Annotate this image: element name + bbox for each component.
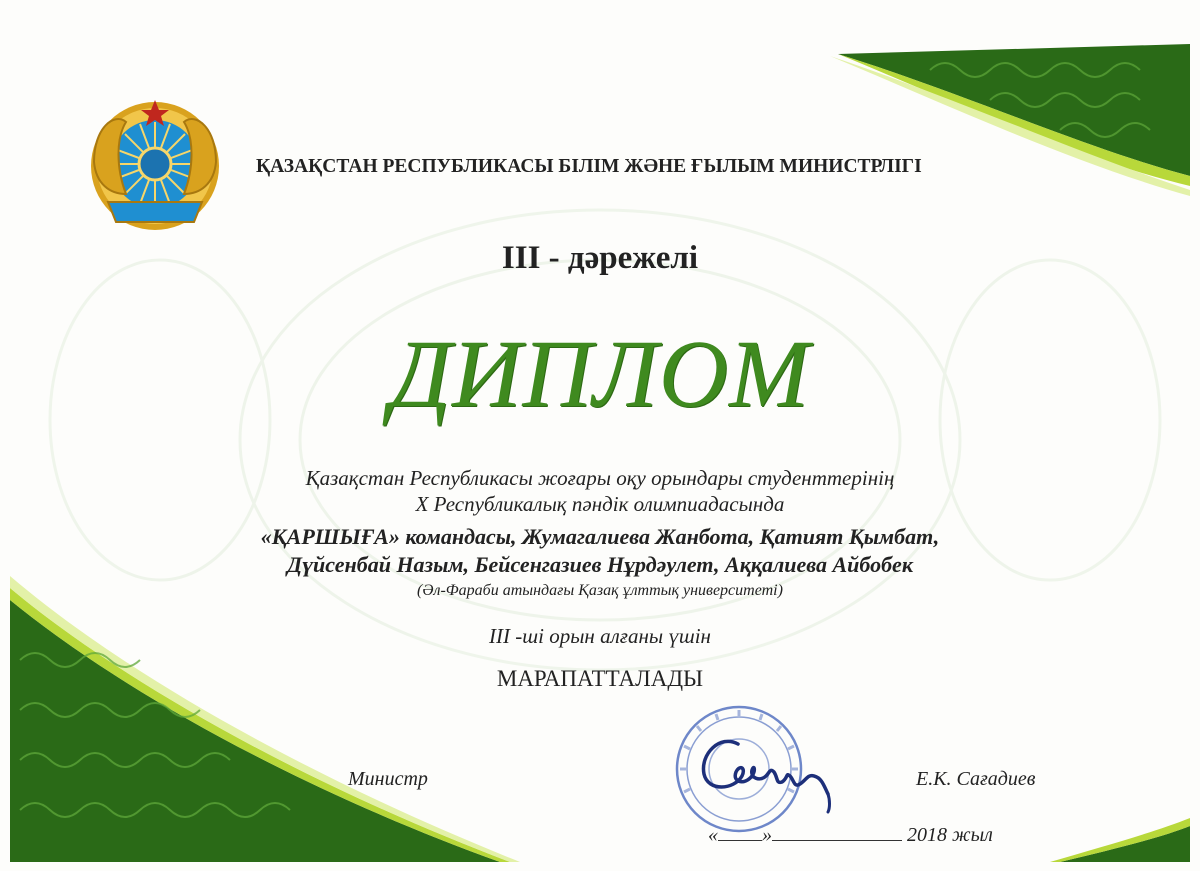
bottom-right-ornament-band <box>1050 818 1190 862</box>
award-text: МАРАПАТТАЛАДЫ <box>496 666 704 691</box>
ministry-name: ҚАЗАҚСТАН РЕСПУБЛИКАСЫ БІЛІМ ЖӘНЕ ҒЫЛЫМ МИНИСТРЛІГІ <box>256 156 922 177</box>
date-line <box>708 822 993 847</box>
signer-name: Е.К. Сағадиев <box>916 768 1036 790</box>
degree-heading: III - дәрежелі <box>501 240 699 276</box>
intro-line-1: Қазақстан Республикасы жоғары оқу орындары студенттерінің <box>305 466 895 490</box>
intro-line-2: X Республикалық пәндік олимпиадасында <box>415 492 785 516</box>
state-emblem-icon <box>86 98 224 238</box>
diploma-title: ДИПЛОМ <box>389 320 811 427</box>
team-line-1: «ҚАРШЫҒА» командасы, Жумагалиева Жанбота, Қатият Қымбат, <box>260 524 940 549</box>
day-blank <box>718 822 762 841</box>
signature-icon <box>690 724 840 814</box>
bottom-left-ornament-band <box>10 576 520 862</box>
month-blank <box>772 822 902 841</box>
date-close-quote: » <box>762 824 772 846</box>
place-text: III -ші орын алғаны үшін <box>489 624 711 648</box>
date-year: 2018 жыл <box>907 824 993 846</box>
team-line-2: Дүйсенбай Назым, Бейсенгазиев Нұрдәулет, Аққалиева Айбобек <box>287 552 913 577</box>
minister-label: Министр <box>348 768 428 790</box>
university-name: (Әл-Фараби атындағы Қазақ ұлттық университеті) <box>417 582 783 599</box>
date-open-quote: « <box>708 824 718 846</box>
